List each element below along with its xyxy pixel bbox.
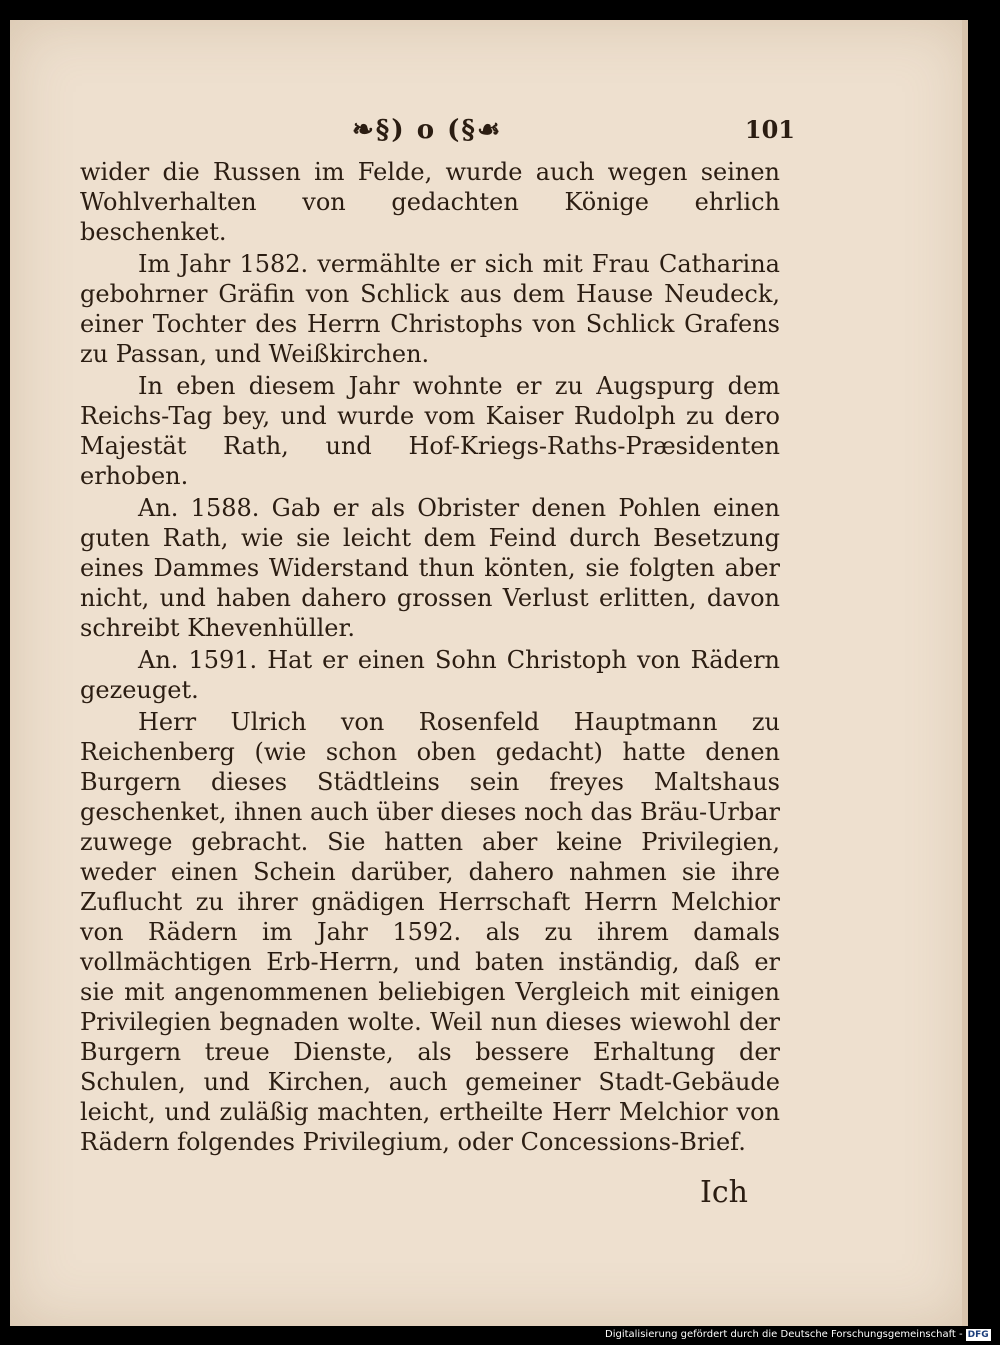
page-spine (962, 20, 968, 1326)
paragraph-3: In eben diesem Jahr wohnte er zu Augspurg dem Reichs-Tag bey, und wurde vom Kaiser Rudolph zu dero Majestät Rath, und Hof-Kriegs-Raths-Præsidenten erhoben. (80, 372, 780, 490)
paragraph-6: Herr Ulrich von Rosenfeld Hauptmann zu Reichenberg (wie schon oben gedacht) hatte denen Burgern dieses Städtleins sein freyes Maltshaus geschenket, ihnen auch über dieses noch das Bräu-Urbar zuwege gebracht. Sie hatten aber keine Privilegien, weder einen Schein darüber, dahero nahmen sie ihre Zuflucht zu ihrer gnädigen Herrschaft Herrn Melchior von Rädern im Jahr 1592. als zu ihrem damals vollmächtigen Erb-Herrn, und baten inständig, daß er sie mit angenommenen beliebigen Vergleich mit einigen Privilegien begnaden wolte. Weil nun dieses wiewohl der Burgern treue Dienste, als bessere Erhaltung der Schulen, und Kirchen, auch gemeiner Stadt-Gebäude leicht, und zuläßig machten, ertheilte Herr Melchior von Rädern folgendes Privilegium, oder Concessions-Brief. (80, 708, 780, 1156)
paragraph-2: Im Jahr 1582. vermählte er sich mit Frau Catharina gebohrner Gräfin von Schlick aus dem Hause Neudeck, einer Tochter des Herrn Christophs von Schlick Grafens zu Passan, und Weißkirchen. (80, 250, 780, 368)
paragraph-4: An. 1588. Gab er als Obrister denen Pohlen einen guten Rath, wie sie leicht dem Feind durch Besetzung eines Dammes Widerstand thun könten, sie folgten aber nicht, und haben dahero grossen Verlust erlitten, davon schreibt Khevenhüller. (80, 494, 780, 642)
book-page (10, 20, 968, 1326)
catchword: Ich (700, 1175, 748, 1210)
paragraph-1: wider die Russen im Felde, wurde auch wegen seinen Wohlverhalten von gedachten Könige ehrlich beschenket. (80, 158, 780, 246)
paragraph-5: An. 1591. Hat er einen Sohn Christoph von Rädern gezeuget. (80, 646, 780, 704)
page-number: 101 (744, 115, 795, 144)
footer-text: Digitalisierung gefördert durch die Deutsche Forschungsgemeinschaft - (605, 1329, 963, 1340)
dfg-logo: DFG (967, 1330, 989, 1340)
page-header (80, 115, 795, 153)
header-ornament: ❧§) o (§☙ (352, 115, 503, 145)
page-text (80, 115, 795, 1159)
digitization-footer (605, 1329, 989, 1341)
